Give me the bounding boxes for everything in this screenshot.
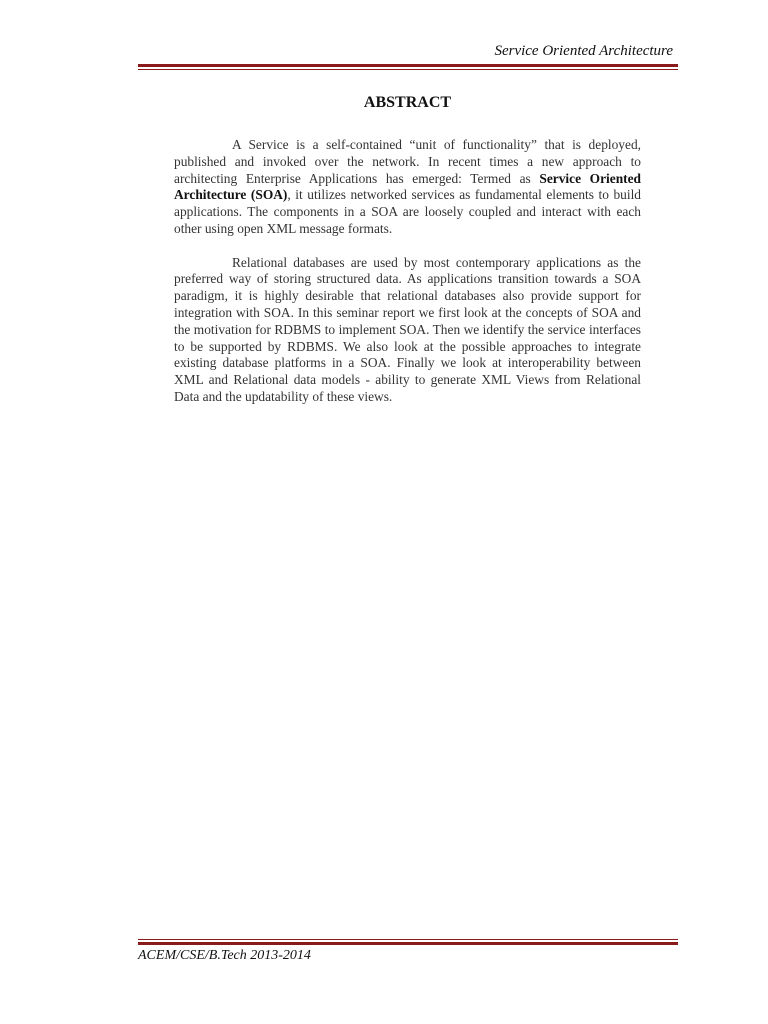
footer-rule [138,939,678,945]
abstract-paragraph-2: Relational databases are used by most contemporary applications as the preferred way of storing structured data. As applications transition towards a SOA paradigm, it is highly desirable that relational databases also provide support for integration with SOA. In this seminar report we first look at the concepts of SOA and the motivation for RDBMS to implement SOA. Then we identify the service interfaces to be supported by RDBMS. We also look at the possible approaches to integrate existing database platforms in a SOA. Finally we look at interoperability between XML and Relational data models - ability to generate XML Views from Relational Data and the updatability of these views. [174,254,641,404]
running-header-title: Service Oriented Architecture [494,43,673,59]
abstract-heading: ABSTRACT [363,94,452,111]
soa-bold-term: Service Oriented Architecture (SOA) [174,170,641,203]
footer-rule-thick [138,942,678,945]
abstract-body [174,137,641,423]
header-rule-thin [138,69,678,70]
abstract-paragraph-1 [174,137,641,238]
header-rule [138,64,678,70]
paragraph-1-text-end: , it utilizes networked services as fundamental elements to build applications. The components in a SOA are loosely coupled and interact with each other using open XML message formats. [174,187,641,236]
running-footer-text: ACEM/CSE/B.Tech 2013-2014 [138,948,311,963]
footer-rule-thin [138,939,678,940]
header-rule-thick [138,64,678,67]
paragraph-1-text-start: A Service is a self-contained “unit of functionality” that is deployed, published and invoked over the network. In recent times a new approach to architecting Enterprise Applications has emerged: Termed as [174,137,641,186]
